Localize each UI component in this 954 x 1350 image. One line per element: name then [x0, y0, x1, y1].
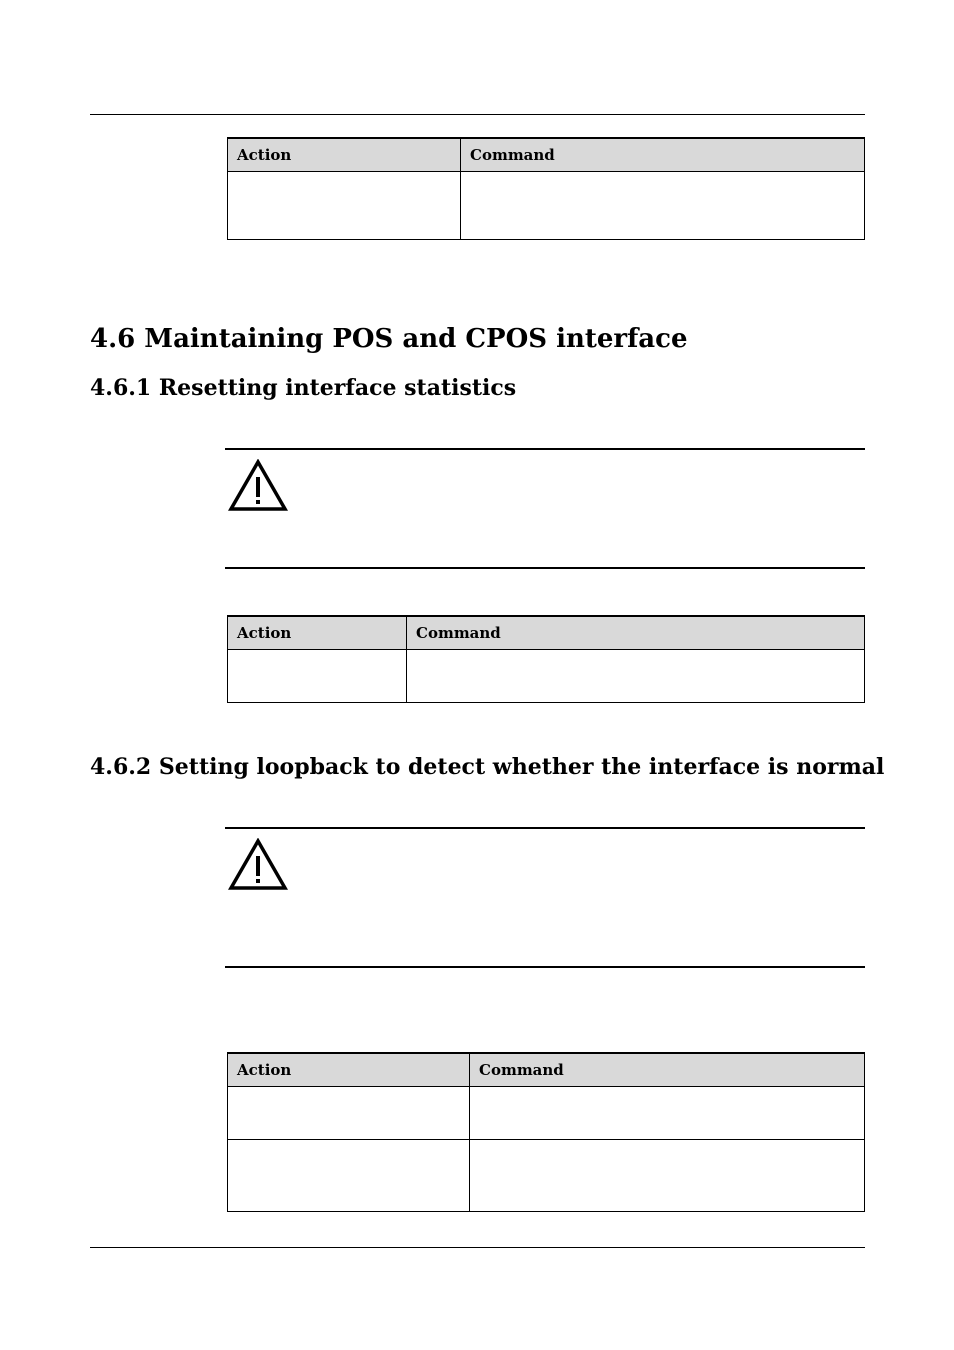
- action-cell: [228, 172, 461, 240]
- header-rule: [90, 114, 865, 115]
- footer-rule: [90, 1247, 865, 1248]
- subsection-heading-4-6-2: 4.6.2 Setting loopback to detect whether the interface is normal: [90, 754, 885, 780]
- column-header-command: Command: [470, 1053, 865, 1087]
- table-row: [228, 1140, 865, 1212]
- table-header-row: [228, 616, 865, 650]
- section-heading: 4.6 Maintaining POS and CPOS interface: [90, 324, 688, 354]
- command-cell: [461, 172, 865, 240]
- column-header-command: Command: [407, 616, 865, 650]
- warning-triangle-icon: [228, 459, 288, 513]
- table-header-row: [228, 138, 865, 172]
- action-cell: [228, 1087, 470, 1140]
- caution-box: [225, 827, 865, 968]
- command-cell: [407, 650, 865, 703]
- action-cell: [228, 650, 407, 703]
- column-header-command: Command: [461, 138, 865, 172]
- action-cell: [228, 1140, 470, 1212]
- subsection-heading-4-6-1: 4.6.1 Resetting interface statistics: [90, 375, 517, 401]
- command-cell: [470, 1140, 865, 1212]
- table-header-row: [228, 1053, 865, 1087]
- command-table-3: [227, 1052, 865, 1212]
- command-table-2: [227, 615, 865, 703]
- command-cell: [470, 1087, 865, 1140]
- column-header-action: Action: [228, 616, 407, 650]
- command-table-1: [227, 137, 865, 240]
- table-row: [228, 650, 865, 703]
- warning-triangle-icon: [228, 838, 288, 892]
- table-row: [228, 172, 865, 240]
- caution-box: [225, 448, 865, 569]
- column-header-action: Action: [228, 138, 461, 172]
- table-row: [228, 1087, 865, 1140]
- column-header-action: Action: [228, 1053, 470, 1087]
